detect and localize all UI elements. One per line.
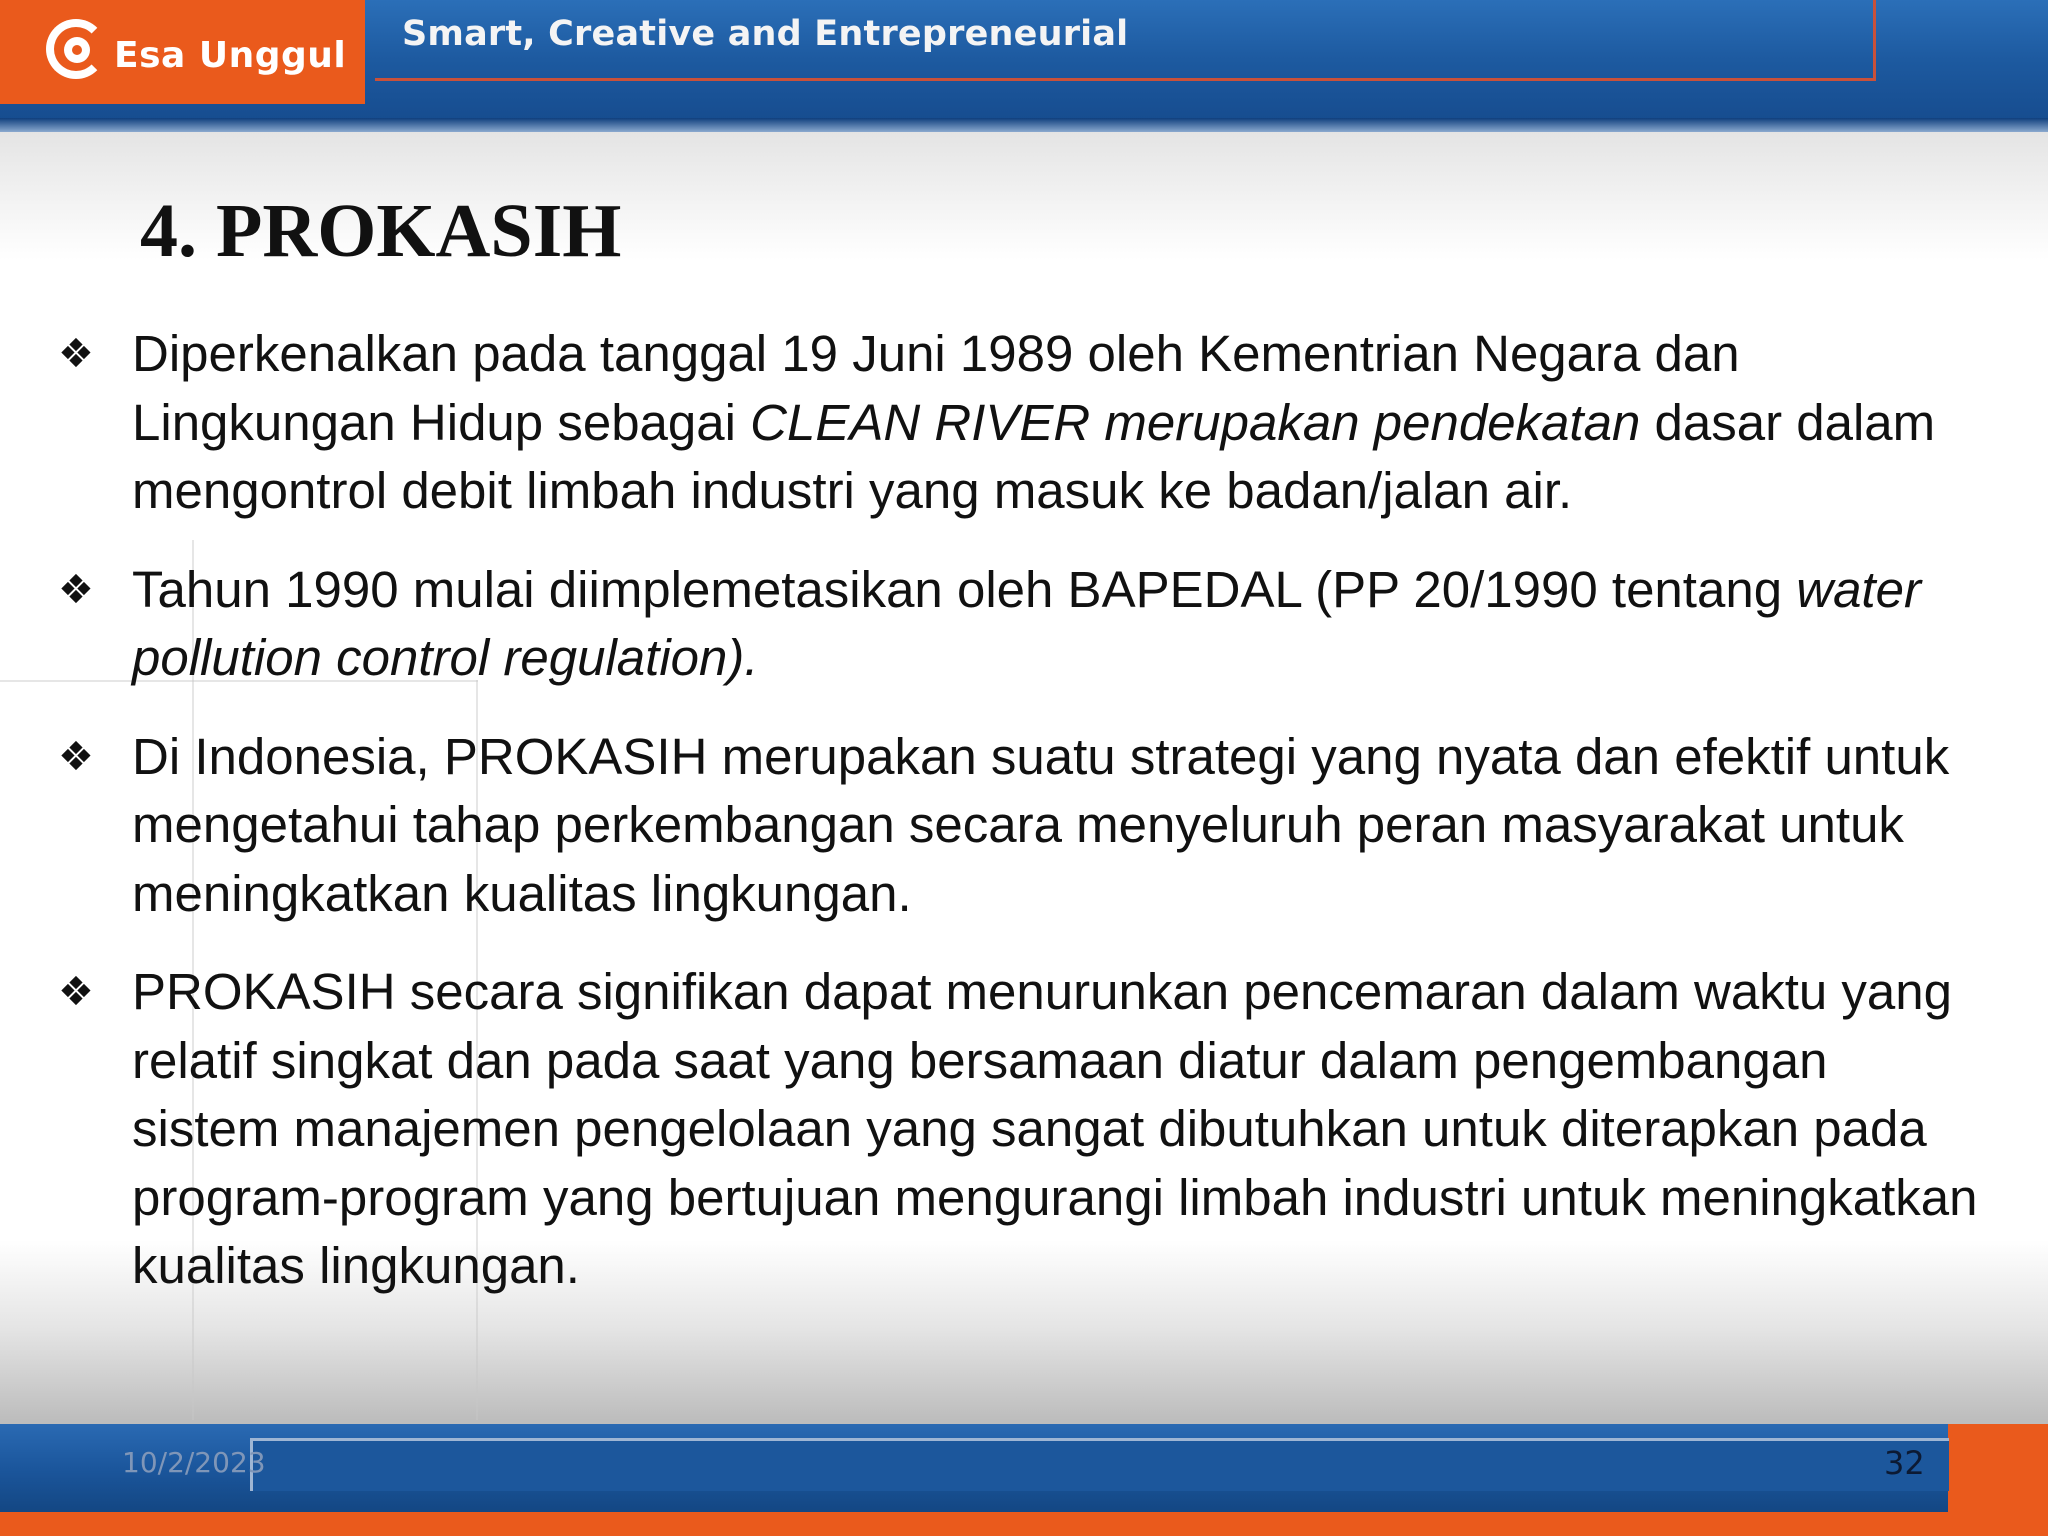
four-diamond-bullet-icon: ❖ <box>58 733 94 780</box>
bullet-text-italic: water pollution control regulation). <box>132 560 1921 686</box>
bullet-list <box>56 320 1986 1331</box>
four-diamond-bullet-icon: ❖ <box>58 331 94 377</box>
bullet-text-italic: CLEAN RIVER merupakan pendekatan <box>750 393 1641 451</box>
header-tagline: Smart, Creative and Entrepreneurial <box>402 14 1129 54</box>
bullet-item <box>56 958 1986 1301</box>
header-divider-line <box>375 78 1875 81</box>
header-shine <box>0 118 2048 132</box>
bullet-text: Tahun 1990 mulai diimplemetasikan oleh BAPEDAL (PP 20/1990 tentang <box>132 560 1797 618</box>
header-divider-vertical <box>1873 0 1876 81</box>
footer-date: 10/2/2023 <box>122 1446 266 1479</box>
four-diamond-bullet-icon: ❖ <box>58 566 94 613</box>
logo-text: Esa Unggul <box>114 34 347 76</box>
footer-accent <box>1948 1424 2048 1514</box>
logo-swirl-icon <box>42 13 120 91</box>
university-logo <box>0 0 365 104</box>
bullet-text: PROKASIH secara signifikan dapat menurunkan pencemaran dalam waktu yang relatif singkat dan pada saat yang bersamaan diatur dalam pengembangan sistem manajemen pengelolaan yang sangat dibutuhkan untuk diterapkan pada program-program yang bertujuan mengurangi limbah industri untuk meningkatkan kualitas lingkungan. <box>132 963 1978 1294</box>
bullet-item <box>56 556 1986 693</box>
bullet-text: dasar dalam mengontrol debit limbah industri yang masuk ke badan/jalan air. <box>132 393 1936 519</box>
page-number: 32 <box>1884 1444 1925 1482</box>
bullet-item <box>56 723 1986 929</box>
footer-panel <box>250 1438 1949 1491</box>
slide-title: 4. PROKASIH <box>140 189 622 273</box>
bullet-text: Diperkenalkan pada tanggal 19 Juni 1989 oleh Kementrian Negara dan Lingkungan Hidup sebagai <box>132 325 1740 451</box>
footer-accent-bottom <box>0 1512 2048 1536</box>
bullet-item <box>56 320 1986 526</box>
four-diamond-bullet-icon: ❖ <box>58 969 94 1015</box>
bullet-text: Di Indonesia, PROKASIH merupakan suatu strategi yang nyata dan efektif untuk mengetahui tahap perkembangan secara menyeluruh peran masyarakat untuk meningkatkan kualitas lingkungan. <box>132 727 1950 922</box>
